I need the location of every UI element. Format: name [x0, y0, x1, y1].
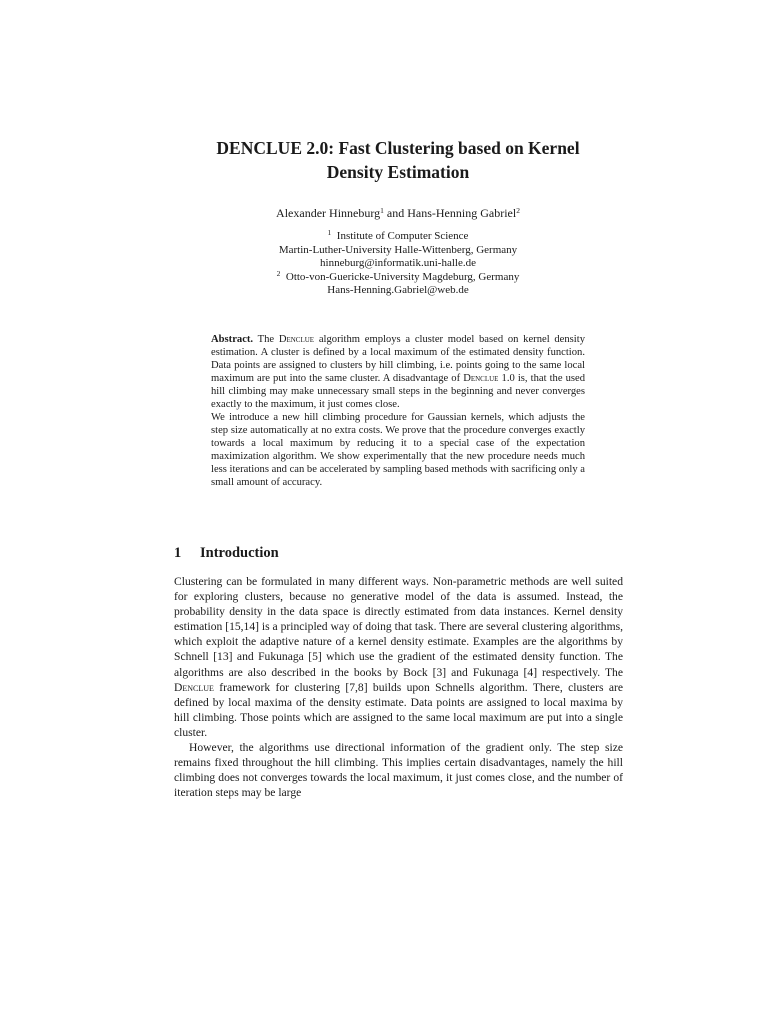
- affiliation-marker: 1: [380, 206, 384, 215]
- abstract-paragraph: We introduce a new hill climbing procedure for Gaussian kernels, which adjusts the step size automatically at no extra costs. We prove that the procedure converges exactly towards a local maximum by reducing it to a special case of the expectation maximization algorithm. We show experimentally that the new procedure needs much less iterations and can be accelerated by sampling based methods with sacrificing only a small amount of accuracy.: [211, 412, 585, 488]
- algorithm-name: Denclue: [174, 680, 214, 694]
- section-number: 1: [174, 545, 182, 561]
- abstract-text: 1.0 is, that the used hill climbing may make unnecessary small steps in the beginning and never converges exactly to the maximum, it just comes close.: [211, 373, 586, 410]
- author-connector: and: [383, 206, 408, 220]
- abstract-text: The: [253, 334, 279, 345]
- section-heading: [174, 544, 279, 562]
- abstract-label: Abstract.: [211, 334, 254, 345]
- author-name: Alexander Hinneburg: [276, 206, 381, 220]
- affiliation-name: Institute of Computer Science: [336, 230, 469, 242]
- affiliation-marker: 2: [516, 206, 520, 215]
- paper-title: [140, 136, 656, 184]
- title-line-2: Density Estimation: [326, 162, 470, 182]
- affiliation-line: [140, 230, 656, 244]
- affiliation-line: [140, 268, 656, 285]
- section-body: [174, 574, 623, 800]
- algorithm-name: Denclue: [278, 334, 315, 345]
- body-text: Clustering can be formulated in many different ways. Non-parametric methods are well suited for exploring clusters, because no generative model of the data is assumed. Instead, the probability density in the data space is directly estimated from data instances. Kernel density estimation [15,14] is a principled way of doing that task. There are several clustering algorithms, which exploit the adaptive nature of a kernel density estimate. Examples are the algorithms by Schnell [13] and Fukunaga [5] which use the gradient of the estimated density function. The algorithms are also described in the books by Bock [3] and Fukunaga [4] respectively. The: [174, 575, 623, 679]
- affiliation-name: Otto-von-Guericke-University Magdeburg, Germany: [285, 270, 520, 283]
- body-paragraph: [174, 574, 623, 740]
- body-paragraph: However, the algorithms use directional information of the gradient only. The step size remains fixed throughout the hill climbing. This implies certain disadvantages, namely the hill climbing does not converges towards the local maximum, it just comes close, and the number of iteration steps may be large: [174, 741, 623, 800]
- abstract-paragraph: [211, 333, 585, 411]
- affiliation-email: hinneburg@informatik.uni-halle.de: [320, 257, 476, 270]
- affiliation-marker: 1: [327, 228, 332, 237]
- algorithm-name: Denclue: [463, 373, 499, 384]
- author-name: Hans-Henning Gabriel: [407, 206, 517, 220]
- abstract: [211, 333, 585, 489]
- abstract-text: algorithm employs a cluster model based on kernel density estimation. A cluster is defined by a local maximum of the estimated density function. Data points are assigned to clusters by hill climbing, i.e. points going to the same local maximum are put into the same cluster. A disadvantage of: [211, 334, 585, 384]
- body-text: framework for clustering [7,8] builds upon Schnells algorithm. There, clusters are defined by local maxima of the density estimate. Data points are assigned to local maxima by hill climbing. Those points which are assigned to the same local maximum are put into a single cluster.: [174, 680, 623, 739]
- affiliation-email: Hans-Henning.Gabriel@web.de: [327, 284, 469, 297]
- author-list: [140, 205, 656, 221]
- title-line-1: DENCLUE 2.0: Fast Clustering based on Kernel: [216, 138, 580, 158]
- section-title: Introduction: [200, 545, 279, 561]
- affiliations: [140, 230, 656, 298]
- affiliation-marker: 2: [276, 268, 281, 278]
- affiliation-line: Martin-Luther-University Halle-Wittenberg, Germany: [278, 243, 518, 256]
